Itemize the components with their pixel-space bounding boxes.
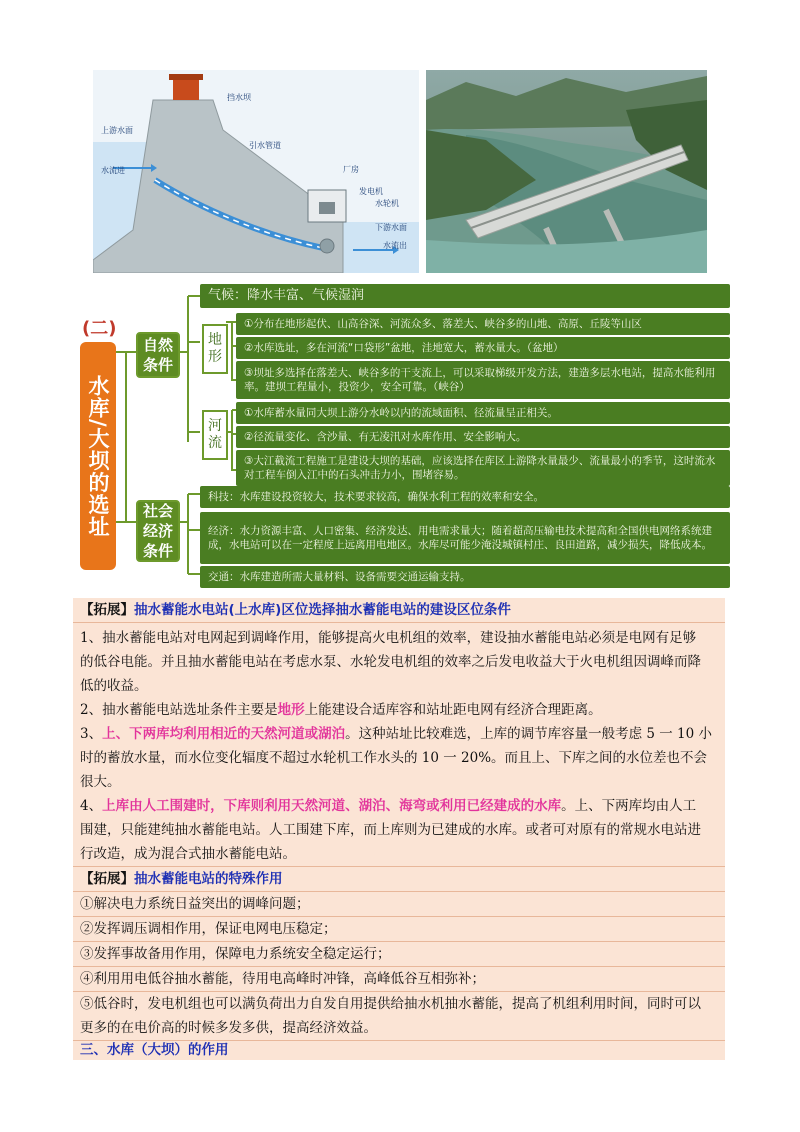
label-turbine: 水轮机: [375, 199, 399, 208]
terrain-box: [202, 324, 228, 374]
label-inflow: 水流进: [101, 166, 125, 175]
para1-line3: 低的收益。: [80, 678, 148, 694]
para2: 2、抽水蓄能电站选址条件主要是地形上能建设合适库容和站址距电网有经济合理距离。: [80, 702, 602, 718]
role-3: ③发挥事故备用作用，保障电力系统安全稳定运行；: [80, 946, 391, 962]
river-item-1: ①水库蓄水量同大坝上游分水岭以内的流域面积、径流量呈正相关。: [236, 402, 730, 424]
river-item-3: ③大江截流工程施工是建设大坝的基础，应该选择在库区上游降水量最少、流量最小的季节，这时流水对工程车倒入江中的石头冲击力小，围堵容易。: [236, 450, 730, 486]
dam-diagram-svg: [93, 70, 419, 273]
terrain-item-3: ③坝址多选择在落差大、峡谷多的干支流上，可以采取梯级开发方法，建造多层水电站，提高水能利用率。建坝工程量小，投资少，安全可靠。（峡谷）: [236, 361, 730, 399]
label-penstock: 引水管道: [249, 141, 281, 150]
transport-item: 交通：水库建造所需大量材料、设备需要交通运输支持。: [200, 566, 730, 588]
natural-conditions-label: 自然条件: [142, 336, 173, 374]
role-5-line1: ⑤低谷时，发电机组也可以满负荷出力自发自用提供给抽水机抽水蓄能，提高了机组利用时间，同时可以: [80, 996, 701, 1012]
para4-line3: 行改造，成为混合式抽水蓄能电站。: [80, 846, 296, 862]
para4-line1: 4、上库由人工围建时，下库则利用天然河道、湖泊、海弯或利用已经建成的水库。上、下两库均由人工: [80, 798, 697, 814]
label-dam: 挡水坝: [227, 93, 251, 102]
section-number: (二): [82, 318, 117, 339]
label-outflow: 水流出: [383, 241, 407, 250]
extension-text-panel: [73, 598, 725, 1060]
role-1: ①解决电力系统日益突出的调峰问题；: [80, 896, 310, 912]
section-3-heading: 三、水库（大坝）的作用: [80, 1042, 229, 1058]
para1-line1: 1、抽水蓄能电站对电网起到调峰作用，能够提高火电机组的效率，建设抽水蓄能电站必须是电网有足够: [80, 630, 697, 646]
para3-line1: 3、上、下两库均利用相近的天然河道或湖泊。这种站址比较难选，上库的调节库容量一般考虑 5 一 10 小: [80, 726, 713, 742]
label-upstream-water: 上游水面: [101, 126, 133, 135]
para1-line2: 的低谷电能。并且抽水蓄能电站在考虑水泵、水轮发电机组的效率之后发电收益大于火电机组因调峰而降: [80, 654, 701, 670]
extension-1-heading: 【拓展】抽水蓄能水电站(上水库)区位选择抽水蓄能电站的建设区位条件: [80, 602, 511, 618]
terrain-item-2: ②水库选址，多在河流“口袋形”盆地，洼地宽大，蓄水量大。（盆地）: [236, 337, 730, 359]
dam-crest-roof: [169, 74, 203, 80]
mindmap-title: 水库/大坝的选址: [86, 374, 110, 538]
label-powerhouse: 厂房: [343, 165, 359, 174]
role-2: ②发挥调压调相作用，保证电网电压稳定；: [80, 921, 337, 937]
tech-item: 科技：水库建设投资较大，技术要求较高，确保水利工程的效率和安全。: [200, 486, 730, 508]
role-4: ④利用用电低谷抽水蓄能，待用电高峰时冲锋，高峰低谷互相弥补；: [80, 971, 485, 987]
terrain-label: 地形: [208, 332, 222, 365]
label-generator: 发电机: [359, 187, 383, 196]
climate-item: [200, 284, 730, 308]
dam-cross-section-diagram: [93, 70, 419, 273]
para3-line2: 时的蓄放水量，而水位变化辐度不超过水轮机工作水头的 10 一 20%。而且上、下库之间的水位差也不会: [80, 750, 708, 766]
dam-crest-tower: [173, 78, 199, 100]
role-5-line2: 更多的在电价高的时候多发多供，提高经济效益。: [80, 1020, 377, 1036]
terrain-item-1: ①分布在地形起伏、山高谷深、河流众多、落差大、峡谷多的山地、高原、丘陵等山区: [236, 313, 730, 335]
dam-photo-svg: [426, 70, 707, 273]
climate-text: 气候：降水丰富、气候湿润: [208, 288, 365, 303]
river-label: 河流: [208, 418, 222, 451]
economy-item: 经济：水力资源丰富、人口密集、经济发达、用电需求量大；随着超高压输电技术提高和全国供电网络系统建成，水电站可以在一定程度上远离用电地区。水库尽可能少淹没城镇村庄、良田道路，减少损失，降低成本。: [200, 512, 730, 564]
label-downstream-water: 下游水面: [375, 223, 407, 232]
natural-conditions-box: [136, 332, 180, 378]
social-conditions-label: 社会经济条件: [142, 502, 173, 560]
social-conditions-box: [136, 500, 180, 562]
dam-aerial-photo: [426, 70, 707, 273]
extension-2-heading: 【拓展】抽水蓄能电站的特殊作用: [80, 871, 283, 887]
para4-line2: 围建，只能建纯抽水蓄能电站。人工围建下库，而上库则为已建成的水库。或者可对原有的常规水电站进: [80, 822, 701, 838]
turbine: [320, 239, 334, 253]
river-box: [202, 410, 228, 460]
generator: [319, 202, 335, 214]
river-item-2: ②径流量变化、含沙量、有无凌汛对水库作用、安全影响大。: [236, 426, 730, 448]
para3-line3: 很大。: [80, 774, 121, 790]
site-selection-mindmap: [80, 282, 740, 590]
